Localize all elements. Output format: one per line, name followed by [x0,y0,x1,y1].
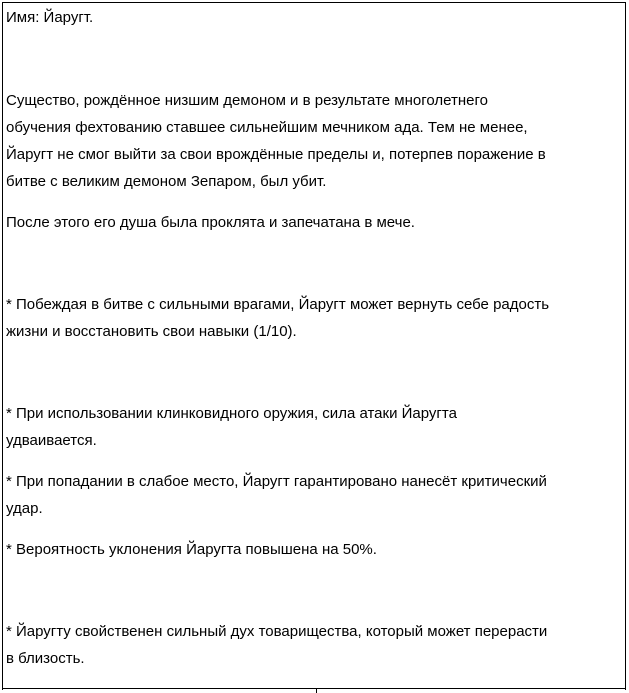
paragraph-origin: Существо, рождённое низшим демоном и в результате многолетнего обучения фехтованию ставшее сильнейшим мечником ада. Тем не менее, Йаругт не смог выйти за свои врождённые пределы и, потерпев поражение в битве с великим демоном Зепаром, был убит. [6,92,546,190]
paragraph-trait-comradeship: * Йаругту свойственен сильный дух товарищества, который может перерасти в близость. [6,623,548,667]
table-border [2,688,626,689]
name-line: Имя: Йаругт. [6,9,94,26]
paragraph-trait-joy: * Побеждая в битве с сильными врагами, Йаругт может вернуть себе радость жизни и восстановить свои навыки (1/10). [6,296,550,340]
paragraph-trait-blade: * При использовании клинковидного оружия, сила атаки Йаругта удваивается. [6,405,457,449]
paragraph-curse: После этого его душа была проклята и запечатана в мече. [6,214,415,231]
paragraph-trait-crit: * При попадании в слабое место, Йаругт гарантировано нанесёт критический удар. [6,473,547,517]
column-divider [316,688,317,693]
paragraph-trait-evasion: * Вероятность уклонения Йаругта повышена на 50%. [6,541,377,558]
